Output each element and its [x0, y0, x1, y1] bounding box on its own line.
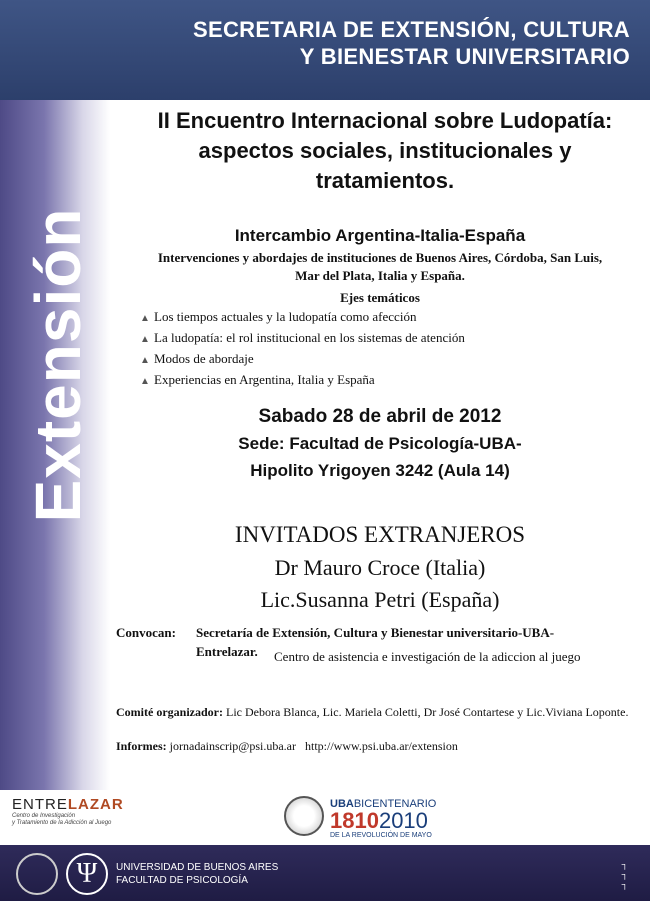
- sidebar-word: Extensión: [22, 207, 94, 523]
- list-item: [140, 307, 465, 328]
- event-title-line2: aspectos sociales, institucionales y: [198, 138, 572, 163]
- informes-line: [116, 739, 458, 754]
- entrelazar-label: Entrelazar.: [196, 644, 258, 659]
- triangle-bullet-icon: ▲: [140, 334, 150, 345]
- triangle-bullet-icon: ▲: [140, 376, 150, 387]
- topic-text: Experiencias en Argentina, Italia y España: [154, 372, 375, 387]
- interventions-line2: Mar del Plata, Italia y España.: [295, 268, 465, 283]
- uba-emblem-icon: [16, 853, 58, 895]
- bicent-sub: DE LA REVOLUCIÓN DE MAYO: [330, 832, 432, 839]
- guest-name: Lic.Susanna Petri (España): [260, 587, 500, 612]
- bicentenario-logo: [284, 794, 454, 840]
- list-item: [140, 328, 465, 349]
- triangle-bullet-icon: ▲: [140, 313, 150, 324]
- event-title-line1: II Encuentro Internacional sobre Ludopatía:: [157, 108, 613, 133]
- topic-text: Los tiempos actuales y la ludopatía como afección: [154, 309, 417, 324]
- guests-block: [110, 518, 650, 616]
- topics-list: [140, 307, 465, 391]
- guests-title: INVITADOS EXTRANJEROS: [234, 522, 526, 547]
- topics-title: Ejes temáticos: [340, 290, 420, 305]
- bicent-word: BICENTENARIO: [353, 798, 437, 810]
- venue-line2: Hipolito Yrigoyen 3242 (Aula 14): [250, 461, 510, 480]
- informes-url-link[interactable]: http://www.psi.uba.ar/extension: [305, 739, 458, 753]
- footer-text: [116, 861, 278, 887]
- event-title-line3: tratamientos.: [315, 168, 455, 193]
- convocan-value: Secretaría de Extensión, Cultura y Bienestar universitario-UBA-: [196, 625, 555, 640]
- venue-line1: Sede: Facultad de Psicología-UBA-: [238, 434, 522, 453]
- footer-bar: [0, 845, 650, 901]
- committee-value: Lic Debora Blanca, Lic. Mariela Coletti, Dr José Contartese y Lic.Viviana Loponte.: [225, 705, 629, 719]
- footer-line2: FACULTAD DE PSICOLOGÍA: [116, 875, 248, 886]
- list-item: [140, 349, 465, 370]
- uba-seal-icon: [284, 796, 324, 836]
- header-title-line1: SECRETARIA DE EXTENSIÓN, CULTURA: [193, 17, 630, 42]
- header-banner: [0, 0, 650, 100]
- entrelazar-sub2: y Tratamiento de la Adicción al Juego: [12, 820, 112, 826]
- footer-decoration-icon: ┐ ┐ ┐: [621, 859, 628, 889]
- committee-text: [116, 703, 636, 721]
- informes-email-link[interactable]: jornadainscrip@psi.uba.ar: [169, 739, 297, 753]
- list-item: [140, 370, 465, 391]
- triangle-bullet-icon: ▲: [140, 355, 150, 366]
- committee-label: Comité organizador:: [116, 705, 223, 719]
- sponsor-logos: [0, 790, 650, 845]
- psi-logo-icon: Ψ: [66, 853, 108, 895]
- exchange-heading: Intercambio Argentina-Italia-España: [234, 226, 526, 245]
- event-title: [120, 106, 650, 196]
- informes-label: Informes:: [116, 739, 167, 753]
- entrelazar-logo-b: LAZAR: [67, 796, 124, 813]
- entrelazar-description: Centro de asistencia e investigación de la adiccion al juego: [274, 649, 581, 664]
- header-title: [193, 16, 630, 70]
- guest-name: Dr Mauro Croce (Italia): [274, 555, 486, 580]
- bicent-year1: 1810: [330, 808, 379, 833]
- entrelazar-logo-a: ENTRE: [12, 796, 68, 813]
- header-title-line2: Y BIENESTAR UNIVERSITARIO: [299, 44, 630, 69]
- interventions-text: [110, 249, 650, 285]
- entrelazar-logo: [12, 796, 124, 827]
- sidebar-band: [0, 100, 110, 790]
- bicent-year2: 2010: [378, 808, 428, 833]
- date-venue-block: [110, 403, 650, 484]
- interventions-line1: Intervenciones y abordajes de instituciones de Buenos Aires, Córdoba, San Luis,: [157, 250, 603, 265]
- topic-text: La ludopatía: el rol institucional en los sistemas de atención: [154, 330, 465, 345]
- topic-text: Modos de abordaje: [154, 351, 254, 366]
- entrelazar-sub1: Centro de Investigación: [12, 813, 76, 819]
- convocan-label: Convocan:: [116, 625, 176, 640]
- footer-line1: UNIVERSIDAD DE BUENOS AIRES: [116, 862, 279, 873]
- bicent-uba: UBA: [330, 798, 354, 810]
- event-date: Sabado 28 de abril de 2012: [258, 406, 502, 427]
